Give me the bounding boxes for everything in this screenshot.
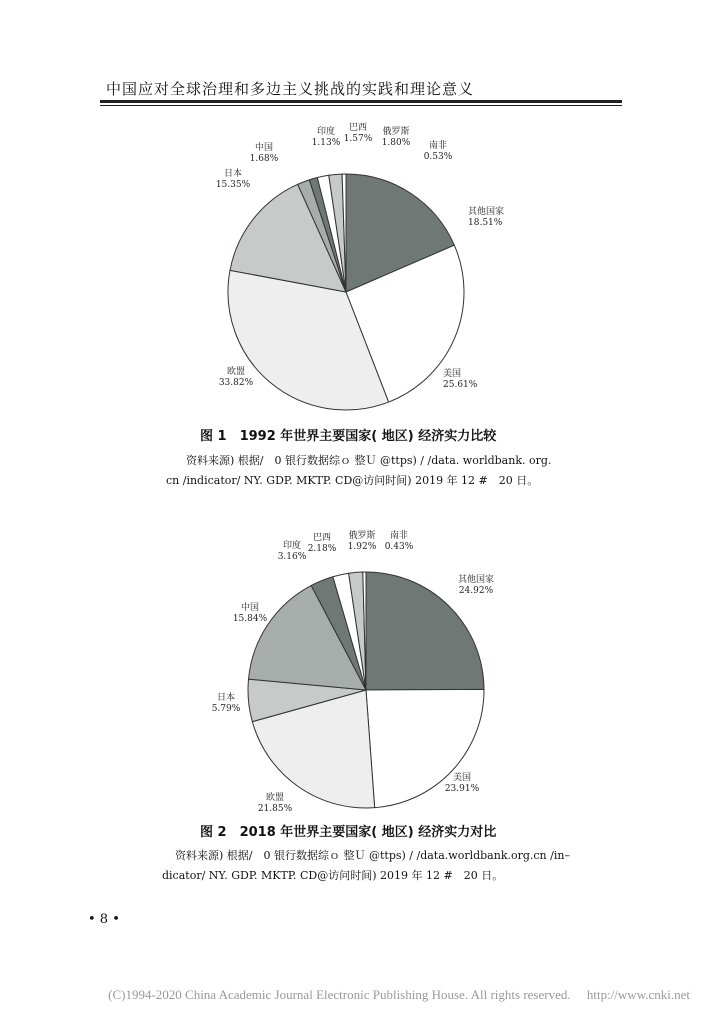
figure-2-source-line1: 资料来源) 根据/ 0 银行数据综ｏ 整Ｕ @ttps) / /data.worldbank.org.cn /in– [175,849,570,862]
figure-1-caption: 图 1 1992 年世界主要国家( 地区) 经济实力比较 [200,429,497,444]
pie-label-value: 3.16% [277,552,307,562]
pie-label-value: 0.43% [384,542,414,552]
pie-label-value: 33.82% [218,378,254,388]
figure-2-source-line2: dicator/ NY. GDP. MKTP. CD@访问时间) 2019 年 12 # 20 日。 [162,869,504,882]
pie-label-value: 2.18% [307,544,337,554]
pie-label-name: 美国 [443,369,462,379]
pie-label-value: 1.80% [381,138,411,148]
pie-label-name: 其他国家 [468,207,505,217]
pie-label-name: 日本 [223,169,243,179]
pie-label-name: 俄罗斯 [348,531,376,541]
pie-label-name: 日本 [216,693,236,703]
pie-label-value: 5.79% [211,704,241,714]
pie-label-value: 0.53% [423,152,453,162]
pie-label-name: 美国 [452,773,472,783]
pie-label-name: 欧盟 [265,793,285,803]
pie-label-name: 中国 [254,143,274,153]
page-number: • 8 • [88,912,120,927]
pie-label-name: 其他国家 [457,575,495,585]
pie-label-value: 1.13% [311,138,341,148]
pie-label-name: 俄罗斯 [382,127,410,137]
pie-label-value: 25.61% [443,380,478,390]
figure-2-caption: 图 2 2018 年世界主要国家( 地区) 经济实力对比 [200,825,497,840]
running-header: 中国应对全球治理和多边主义挑战的实践和理论意义 [106,80,475,98]
pie-label-name: 南非 [389,531,409,541]
pie-label-value: 24.92% [458,586,494,596]
pie-label-value: 18.51% [468,218,503,228]
figure-1-source-line1: 资料来源) 根据/ 0 银行数据综ｏ 整Ｕ @ttps) / /data. worldbank. org. [186,454,552,467]
pie-label-name: 印度 [316,127,336,137]
pie-label-value: 1.92% [347,542,377,552]
pie-label-name: 巴西 [312,533,332,543]
pie-label-value: 23.91% [444,784,480,794]
figure-1-source-line2: cn /indicator/ NY. GDP. MKTP. CD@访问时间) 2019 年 12 # 20 日。 [166,474,539,487]
pie-label-value: 15.35% [215,180,251,190]
copyright-footer: (C)1994-2020 China Academic Journal Electronic Publishing House. All rights reserved. http://www.cnki.net [108,987,690,1002]
pie-label-name: 南非 [428,141,448,151]
pie-label-value: 1.68% [249,154,279,164]
pie-label-name: 欧盟 [226,367,246,377]
pie-label-name: 中国 [240,603,260,613]
pie-label-value: 15.84% [232,614,268,624]
pie-label-value: 21.85% [257,804,293,814]
pie-label-value: 1.57% [343,134,373,144]
pie-label-name: 印度 [282,541,302,551]
pie-label-name: 巴西 [348,123,368,133]
